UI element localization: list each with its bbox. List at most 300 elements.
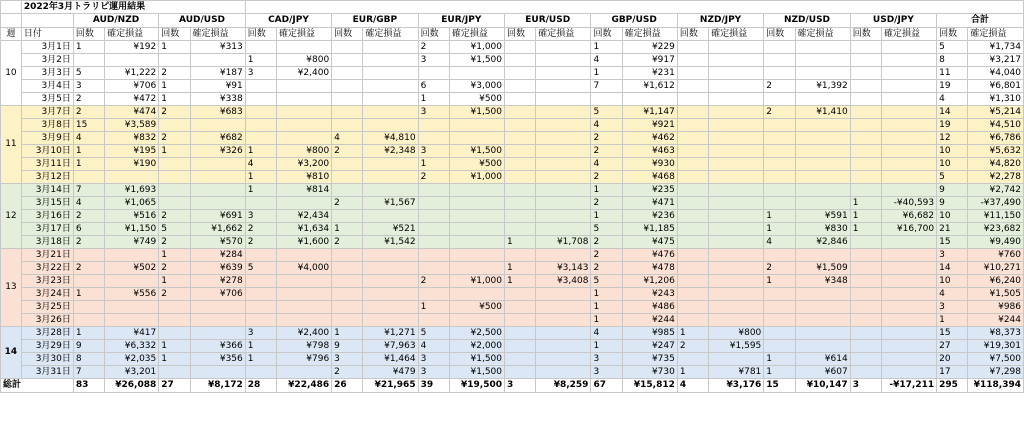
count-cell: 1 — [245, 184, 276, 197]
count-cell: 1 — [73, 288, 104, 301]
pnl-cell — [363, 275, 418, 288]
table-row — [1, 106, 1024, 119]
count-cell: 6 — [418, 80, 449, 93]
count-cell: 2 — [591, 236, 622, 249]
pnl-cell: ¥313 — [190, 41, 245, 54]
pnl-cell: ¥348 — [795, 275, 850, 288]
pnl-cell: ¥471 — [622, 197, 677, 210]
count-cell — [505, 132, 536, 145]
count-cell — [73, 301, 104, 314]
pnl-cell — [795, 171, 850, 184]
date-cell: 3月7日 — [21, 106, 73, 119]
pnl-cell — [536, 106, 591, 119]
pnl-cell: ¥1,634 — [276, 223, 331, 236]
table-row — [1, 314, 1024, 327]
pnl-cell — [536, 301, 591, 314]
count-cell — [418, 119, 449, 132]
count-cell — [245, 197, 276, 210]
count-cell: 3 — [245, 210, 276, 223]
count-cell — [850, 353, 881, 366]
pnl-cell: ¥3,201 — [105, 366, 159, 379]
count-cell — [505, 184, 536, 197]
count-cell — [332, 275, 363, 288]
pnl-cell — [709, 288, 764, 301]
count-cell: 2 — [591, 197, 622, 210]
count-cell — [677, 67, 708, 80]
count-cell: 19 — [937, 80, 968, 93]
pnl-cell: ¥10,271 — [968, 262, 1024, 275]
pnl-cell — [881, 106, 936, 119]
count-cell: 3 — [418, 353, 449, 366]
count-cell — [505, 54, 536, 67]
count-cell: 1 — [591, 184, 622, 197]
pnl-cell — [536, 366, 591, 379]
count-cell: 2 — [591, 171, 622, 184]
week-cell: 12 — [1, 184, 22, 249]
pnl-cell: ¥1,542 — [363, 236, 418, 249]
pnl-cell — [795, 54, 850, 67]
pnl-cell: ¥985 — [622, 327, 677, 340]
pnl-cell: ¥2,400 — [276, 67, 331, 80]
table-row — [1, 340, 1024, 353]
pnl-cell: ¥1,595 — [709, 340, 764, 353]
pnl-cell: ¥475 — [622, 236, 677, 249]
pnl-cell — [881, 301, 936, 314]
pair-header-row — [1, 14, 1024, 28]
table-row — [1, 54, 1024, 67]
pnl-cell: ¥796 — [276, 353, 331, 366]
pnl-cell — [709, 249, 764, 262]
count-cell: 2 — [418, 41, 449, 54]
pnl-cell: ¥278 — [190, 275, 245, 288]
date-cell: 3月26日 — [21, 314, 73, 327]
pnl-cell: ¥6,786 — [968, 132, 1024, 145]
pnl-cell: ¥516 — [105, 210, 159, 223]
count-cell — [677, 353, 708, 366]
count-cell: 2 — [591, 249, 622, 262]
total-pnl-cell: ¥26,088 — [105, 379, 159, 393]
count-cell — [677, 80, 708, 93]
pnl-header: 確定損益 — [968, 28, 1024, 41]
pair-header: EUR/USD — [505, 14, 591, 28]
count-cell: 3 — [418, 54, 449, 67]
count-cell: 1 — [764, 223, 795, 236]
pnl-cell: ¥468 — [622, 171, 677, 184]
count-cell — [677, 249, 708, 262]
pnl-cell: ¥1,410 — [795, 106, 850, 119]
pnl-cell — [276, 41, 331, 54]
count-cell — [677, 93, 708, 106]
pnl-cell — [795, 301, 850, 314]
count-cell — [245, 93, 276, 106]
count-cell — [677, 132, 708, 145]
count-cell — [159, 119, 190, 132]
count-cell: 3 — [245, 327, 276, 340]
pnl-cell — [536, 171, 591, 184]
pnl-cell — [276, 249, 331, 262]
date-cell: 3月24日 — [21, 288, 73, 301]
pnl-cell: ¥1,185 — [622, 223, 677, 236]
pnl-cell — [795, 340, 850, 353]
count-cell — [418, 249, 449, 262]
pnl-cell: ¥8,373 — [968, 327, 1024, 340]
count-cell: 1 — [159, 275, 190, 288]
pnl-cell — [709, 262, 764, 275]
count-cell — [245, 288, 276, 301]
count-cell: 2 — [159, 236, 190, 249]
count-cell: 4 — [764, 236, 795, 249]
pnl-cell: ¥1,000 — [449, 171, 504, 184]
pnl-cell: ¥1,500 — [449, 106, 504, 119]
count-cell — [591, 93, 622, 106]
pnl-cell — [709, 54, 764, 67]
pnl-cell — [709, 314, 764, 327]
count-cell — [850, 171, 881, 184]
pnl-cell — [881, 119, 936, 132]
pnl-cell: ¥4,040 — [968, 67, 1024, 80]
total-count-cell: 295 — [937, 379, 968, 393]
pnl-cell: ¥284 — [190, 249, 245, 262]
count-cell: 1 — [764, 366, 795, 379]
count-cell: 1 — [332, 327, 363, 340]
pnl-cell — [276, 197, 331, 210]
count-cell: 2 — [418, 275, 449, 288]
pnl-cell — [536, 210, 591, 223]
count-cell: 7 — [591, 80, 622, 93]
count-cell — [245, 314, 276, 327]
count-cell: 2 — [764, 106, 795, 119]
pnl-cell — [536, 158, 591, 171]
count-cell: 2 — [418, 171, 449, 184]
pnl-cell — [881, 80, 936, 93]
pnl-cell: -¥40,593 — [881, 197, 936, 210]
count-cell — [850, 184, 881, 197]
count-cell: 1 — [159, 93, 190, 106]
count-cell: 2 — [73, 262, 104, 275]
count-cell — [505, 67, 536, 80]
pnl-cell: ¥5,214 — [968, 106, 1024, 119]
pnl-cell: ¥1,147 — [622, 106, 677, 119]
count-cell — [505, 145, 536, 158]
pnl-cell — [881, 327, 936, 340]
count-cell: 14 — [937, 262, 968, 275]
count-cell — [159, 197, 190, 210]
count-cell — [677, 288, 708, 301]
count-cell — [764, 288, 795, 301]
table-row — [1, 288, 1024, 301]
pair-header: AUD/USD — [159, 14, 245, 28]
date-cell: 3月11日 — [21, 158, 73, 171]
count-cell: 10 — [937, 210, 968, 223]
pnl-cell — [190, 301, 245, 314]
count-cell: 9 — [332, 340, 363, 353]
count-cell — [764, 158, 795, 171]
count-cell — [677, 54, 708, 67]
page-title: 2022年3月トラリピ運用結果 — [21, 1, 245, 14]
pair-header: NZD/USD — [764, 14, 850, 28]
count-cell — [764, 184, 795, 197]
pnl-cell: ¥1,222 — [105, 67, 159, 80]
count-header: 回数 — [591, 28, 622, 41]
table-row — [1, 249, 1024, 262]
pnl-cell — [363, 119, 418, 132]
pnl-header: 確定損益 — [622, 28, 677, 41]
week-cell: 10 — [1, 41, 22, 106]
count-cell: 2 — [245, 236, 276, 249]
pnl-header: 確定損益 — [363, 28, 418, 41]
pnl-cell: ¥243 — [622, 288, 677, 301]
count-cell — [677, 106, 708, 119]
pnl-header: 確定損益 — [795, 28, 850, 41]
count-cell: 19 — [937, 119, 968, 132]
pnl-header: 確定損益 — [190, 28, 245, 41]
count-cell: 17 — [937, 366, 968, 379]
count-cell — [73, 275, 104, 288]
pnl-cell — [881, 171, 936, 184]
pnl-cell: ¥235 — [622, 184, 677, 197]
pnl-cell — [363, 171, 418, 184]
count-cell — [418, 132, 449, 145]
column-header-row — [1, 28, 1024, 41]
pnl-cell — [449, 184, 504, 197]
total-count-cell: 83 — [73, 379, 104, 393]
pnl-cell: ¥486 — [622, 301, 677, 314]
count-header: 回数 — [937, 28, 968, 41]
count-cell: 7 — [73, 366, 104, 379]
pnl-cell: ¥1,500 — [449, 145, 504, 158]
pnl-header: 確定損益 — [105, 28, 159, 41]
count-cell: 3 — [591, 366, 622, 379]
pnl-cell: ¥3,200 — [276, 158, 331, 171]
count-cell — [418, 184, 449, 197]
total-count-cell: 15 — [764, 379, 795, 393]
week-header: 週 — [1, 28, 22, 41]
total-pnl-cell: ¥8,172 — [190, 379, 245, 393]
pnl-cell — [276, 132, 331, 145]
count-cell — [505, 171, 536, 184]
date-cell: 3月18日 — [21, 236, 73, 249]
pnl-cell: ¥3,589 — [105, 119, 159, 132]
table-row — [1, 236, 1024, 249]
pnl-cell — [449, 210, 504, 223]
count-cell: 1 — [677, 366, 708, 379]
table-row — [1, 353, 1024, 366]
pnl-cell: ¥474 — [105, 106, 159, 119]
table-row — [1, 145, 1024, 158]
pnl-cell — [795, 119, 850, 132]
count-cell — [245, 275, 276, 288]
table-row — [1, 171, 1024, 184]
total-pnl-cell: ¥15,812 — [622, 379, 677, 393]
count-cell: 2 — [245, 223, 276, 236]
count-cell — [505, 106, 536, 119]
table-row — [1, 158, 1024, 171]
count-cell: 2 — [73, 210, 104, 223]
pnl-cell: ¥1,612 — [622, 80, 677, 93]
count-cell — [677, 197, 708, 210]
pnl-cell: ¥472 — [105, 93, 159, 106]
pnl-cell — [881, 288, 936, 301]
count-cell — [505, 366, 536, 379]
pnl-cell: ¥19,301 — [968, 340, 1024, 353]
pnl-cell — [881, 184, 936, 197]
count-cell — [73, 54, 104, 67]
count-cell — [764, 301, 795, 314]
table-row — [1, 262, 1024, 275]
pnl-header: 確定損益 — [709, 28, 764, 41]
total-row — [1, 379, 1024, 393]
pnl-cell — [709, 106, 764, 119]
count-cell: 2 — [332, 236, 363, 249]
pnl-cell: ¥3,408 — [536, 275, 591, 288]
pnl-cell: ¥229 — [622, 41, 677, 54]
pnl-cell: ¥2,500 — [449, 327, 504, 340]
count-cell — [418, 223, 449, 236]
pnl-cell — [709, 353, 764, 366]
pnl-cell: ¥1,000 — [449, 275, 504, 288]
count-cell: 1 — [850, 223, 881, 236]
table-row — [1, 67, 1024, 80]
count-cell — [505, 197, 536, 210]
count-cell: 10 — [937, 275, 968, 288]
count-cell — [332, 184, 363, 197]
pnl-cell: ¥463 — [622, 145, 677, 158]
count-cell — [850, 93, 881, 106]
count-cell: 3 — [937, 249, 968, 262]
count-cell — [505, 80, 536, 93]
pnl-cell: ¥9,490 — [968, 236, 1024, 249]
count-cell: 1 — [937, 314, 968, 327]
count-cell: 1 — [850, 210, 881, 223]
count-cell: 2 — [332, 366, 363, 379]
count-cell — [332, 210, 363, 223]
pnl-cell: ¥917 — [622, 54, 677, 67]
count-header: 回数 — [764, 28, 795, 41]
count-cell: 2 — [159, 288, 190, 301]
count-cell: 1 — [159, 145, 190, 158]
count-cell: 3 — [332, 353, 363, 366]
date-cell: 3月8日 — [21, 119, 73, 132]
count-cell: 15 — [937, 236, 968, 249]
pnl-cell — [709, 145, 764, 158]
pnl-cell — [190, 184, 245, 197]
date-cell: 3月14日 — [21, 184, 73, 197]
count-cell — [850, 145, 881, 158]
count-cell: 27 — [937, 340, 968, 353]
pnl-cell — [276, 301, 331, 314]
total-pnl-cell: ¥22,486 — [276, 379, 331, 393]
pnl-cell — [536, 340, 591, 353]
pnl-header: 確定損益 — [449, 28, 504, 41]
pnl-cell: ¥1,505 — [968, 288, 1024, 301]
pnl-cell — [536, 184, 591, 197]
count-cell: 15 — [937, 327, 968, 340]
pnl-header: 確定損益 — [881, 28, 936, 41]
count-cell: 1 — [764, 275, 795, 288]
pnl-cell: ¥7,963 — [363, 340, 418, 353]
total-count-cell: 39 — [418, 379, 449, 393]
count-header: 回数 — [418, 28, 449, 41]
count-cell — [505, 210, 536, 223]
pair-header: GBP/USD — [591, 14, 677, 28]
count-cell — [418, 262, 449, 275]
count-cell: 5 — [591, 275, 622, 288]
pnl-cell — [881, 54, 936, 67]
count-cell — [159, 184, 190, 197]
total-count-cell: 67 — [591, 379, 622, 393]
count-cell: 2 — [73, 93, 104, 106]
count-cell: 1 — [591, 210, 622, 223]
pnl-cell — [881, 249, 936, 262]
pnl-cell — [190, 366, 245, 379]
count-cell — [764, 41, 795, 54]
pnl-cell: ¥2,846 — [795, 236, 850, 249]
count-cell: 4 — [591, 119, 622, 132]
total-label: 総計 — [1, 379, 74, 393]
count-cell — [764, 54, 795, 67]
pnl-cell — [363, 184, 418, 197]
pnl-cell — [709, 80, 764, 93]
count-cell: 1 — [764, 210, 795, 223]
pnl-cell: ¥6,682 — [881, 210, 936, 223]
count-cell — [850, 119, 881, 132]
pnl-cell: ¥556 — [105, 288, 159, 301]
count-cell — [245, 132, 276, 145]
count-cell: 2 — [159, 210, 190, 223]
date-cell: 3月22日 — [21, 262, 73, 275]
pnl-cell: ¥417 — [105, 327, 159, 340]
count-cell — [332, 314, 363, 327]
pnl-cell — [449, 249, 504, 262]
pnl-cell — [795, 288, 850, 301]
pnl-cell — [709, 171, 764, 184]
pnl-cell — [536, 223, 591, 236]
count-cell: 8 — [73, 353, 104, 366]
pnl-cell: ¥7,298 — [968, 366, 1024, 379]
pnl-cell: ¥1,271 — [363, 327, 418, 340]
pnl-cell — [363, 106, 418, 119]
count-cell: 1 — [591, 288, 622, 301]
pnl-cell — [709, 41, 764, 54]
pnl-cell: ¥2,348 — [363, 145, 418, 158]
pnl-cell — [276, 366, 331, 379]
count-cell — [332, 119, 363, 132]
pnl-cell — [449, 262, 504, 275]
pnl-cell: ¥639 — [190, 262, 245, 275]
pnl-cell — [363, 288, 418, 301]
count-cell — [850, 301, 881, 314]
pnl-cell: ¥1,392 — [795, 80, 850, 93]
count-cell: 4 — [73, 197, 104, 210]
pnl-cell — [709, 158, 764, 171]
count-cell: 6 — [73, 223, 104, 236]
count-cell: 21 — [937, 223, 968, 236]
pnl-cell — [536, 132, 591, 145]
count-cell: 1 — [159, 41, 190, 54]
count-cell — [245, 119, 276, 132]
count-cell — [850, 106, 881, 119]
count-cell: 2 — [159, 132, 190, 145]
pnl-cell — [709, 236, 764, 249]
pnl-cell — [795, 158, 850, 171]
pnl-cell — [709, 223, 764, 236]
pnl-cell — [709, 93, 764, 106]
pnl-cell: ¥1,065 — [105, 197, 159, 210]
count-cell: 1 — [591, 314, 622, 327]
pnl-cell: ¥521 — [363, 223, 418, 236]
pnl-header: 確定損益 — [276, 28, 331, 41]
count-cell — [73, 171, 104, 184]
